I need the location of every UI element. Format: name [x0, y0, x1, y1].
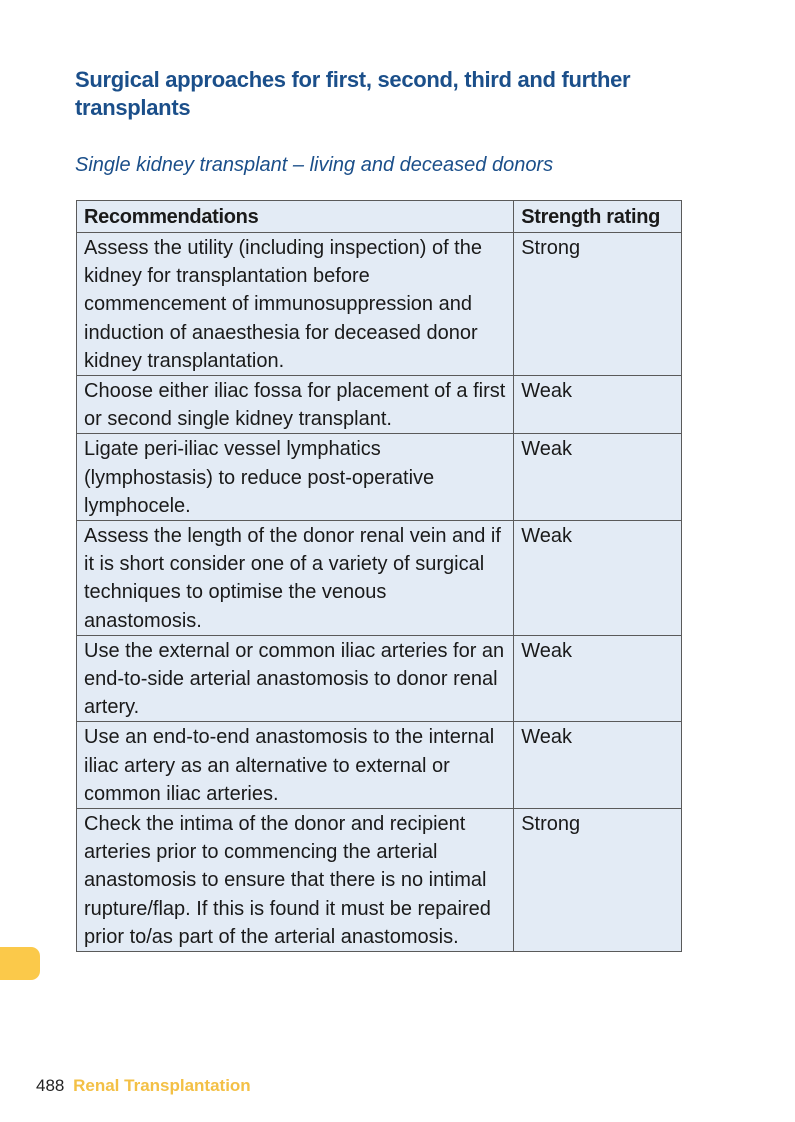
chapter-side-tab — [0, 947, 40, 980]
recommendation-cell: Use the external or common iliac arteries for an end-to-side arterial anastomosis to donor renal artery. — [77, 635, 514, 722]
column-header-strength-rating: Strength rating — [514, 201, 682, 233]
table-header-row — [77, 201, 682, 233]
page-number: 488 — [36, 1076, 65, 1095]
table-row — [77, 434, 682, 521]
subheading: Single kidney transplant – living and deceased donors — [75, 154, 554, 176]
strength-cell: Weak — [514, 434, 682, 521]
strength-cell: Weak — [514, 376, 682, 434]
recommendation-cell: Assess the utility (including inspection) of the kidney for transplantation before commencement of immunosuppression and induction of anaesthesia for deceased donor kidney transplantation. — [77, 233, 514, 376]
table-row — [77, 233, 682, 376]
table-row — [77, 635, 682, 722]
strength-cell: Weak — [514, 722, 682, 809]
table-row — [77, 722, 682, 809]
recommendation-cell: Ligate peri-iliac vessel lymphatics (lymphostasis) to reduce post-operative lymphocele. — [77, 434, 514, 521]
recommendation-cell: Assess the length of the donor renal vein and if it is short consider one of a variety of surgical techniques to optimise the venous anastomosis. — [77, 521, 514, 636]
strength-cell: Strong — [514, 809, 682, 952]
recommendation-cell: Check the intima of the donor and recipient arteries prior to commencing the arterial anastomosis to ensure that there is no intimal rupture/flap. If this is found it must be repaired prior to/as part of the arterial anastomosis. — [77, 809, 514, 952]
strength-cell: Strong — [514, 233, 682, 376]
recommendations-table — [76, 200, 682, 952]
strength-cell: Weak — [514, 635, 682, 722]
page-footer — [36, 1075, 251, 1097]
footer-section-title: Renal Transplantation — [73, 1076, 251, 1095]
recommendation-cell: Use an end-to-end anastomosis to the internal iliac artery as an alternative to external or common iliac arteries. — [77, 722, 514, 809]
table-row — [77, 521, 682, 636]
strength-cell: Weak — [514, 521, 682, 636]
section-heading: Surgical approaches for first, second, third and further transplants — [75, 67, 631, 120]
table-row — [77, 376, 682, 434]
recommendation-cell: Choose either iliac fossa for placement of a first or second single kidney transplant. — [77, 376, 514, 434]
column-header-recommendations: Recommendations — [77, 201, 514, 233]
table-row — [77, 809, 682, 952]
